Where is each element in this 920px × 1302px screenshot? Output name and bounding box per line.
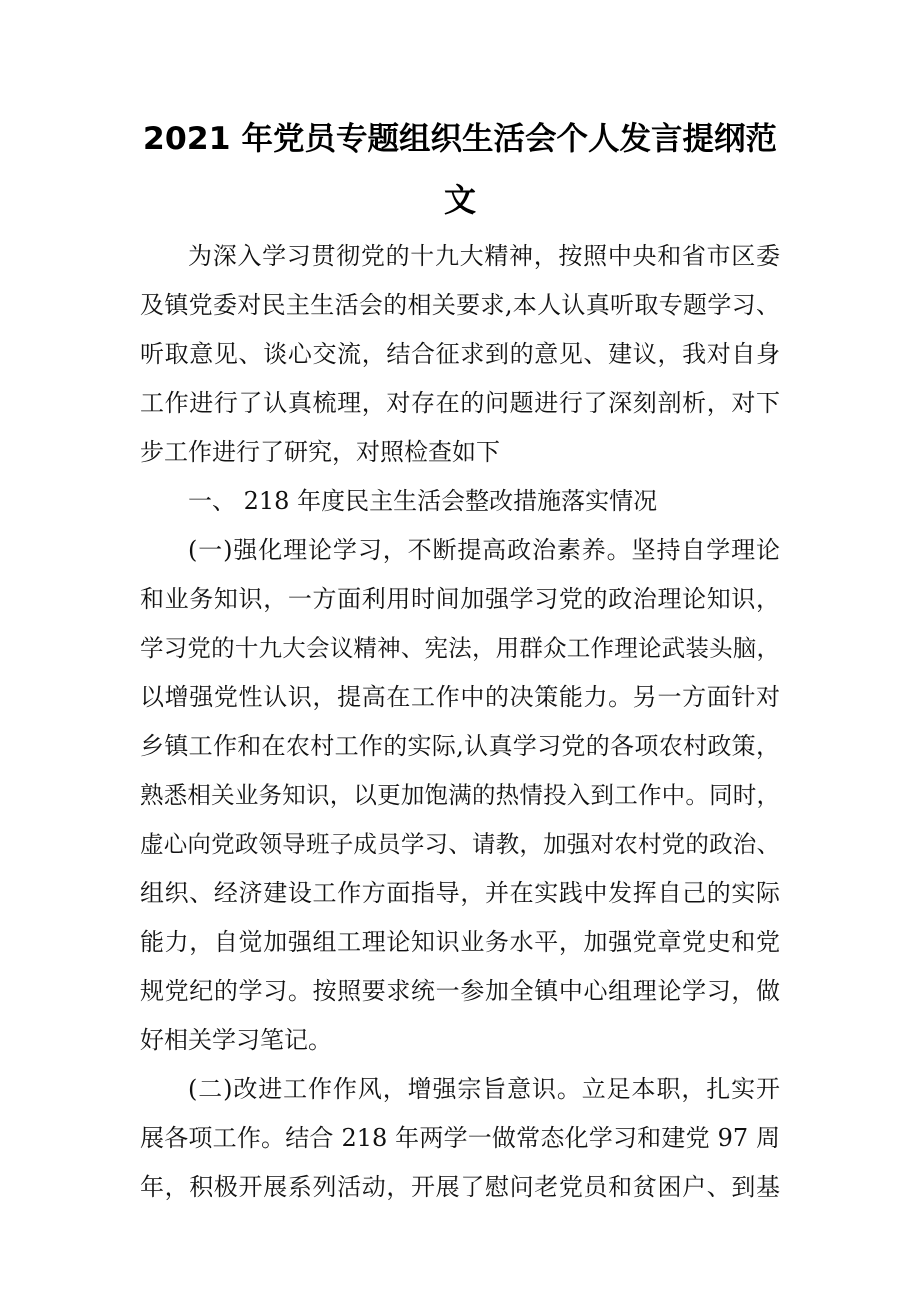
paragraph-line: 虚心向党政领导班子成员学习、请教，加强对农村党的政治、 — [140, 830, 780, 858]
paragraph-line: 和业务知识，一方面利用时间加强学习党的政治理论知识， — [140, 585, 780, 613]
paragraph-line: (一)强化理论学习，不断提高政治素养。坚持自学理论 — [188, 536, 780, 564]
paragraph-line: 组织、经济建设工作方面指导，并在实践中发挥自己的实际 — [140, 879, 780, 907]
paragraph-line: 工作进行了认真梳理，对存在的问题进行了深刻剖析，对下 — [140, 389, 780, 417]
paragraph-line: 好相关学习笔记。 — [140, 1026, 332, 1054]
paragraph-line: 听取意见、谈心交流，结合征求到的意见、建议，我对自身 — [140, 340, 780, 368]
section-heading: 一、 218 年度民主生活会整改措施落实情况 — [188, 487, 658, 515]
paragraph-line: 展各项工作。结合 218 年两学一做常态化学习和建党 97 周 — [140, 1124, 780, 1152]
paragraph-line: 规党纪的学习。按照要求统一参加全镇中心组理论学习，做 — [140, 977, 780, 1005]
paragraph-line: 年，积极开展系列活动，开展了慰问老党员和贫困户、到基 — [140, 1173, 780, 1201]
paragraph-line: 学习党的十九大会议精神、宪法，用群众工作理论武装头脑， — [140, 634, 780, 662]
paragraph-line: 能力，自觉加强组工理论知识业务水平，加强党章党史和党 — [140, 928, 780, 956]
paragraph-line: 乡镇工作和在农村工作的实际,认真学习党的各项农村政策， — [140, 732, 780, 760]
paragraph-line: 为深入学习贯彻党的十九大精神，按照中央和省市区委 — [188, 242, 780, 270]
document-title-continued: 文 — [443, 181, 476, 219]
paragraph-line: 以增强党性认识，提高在工作中的决策能力。另一方面针对 — [140, 683, 780, 711]
paragraph-line: (二)改进工作作风，增强宗旨意识。立足本职，扎实开 — [188, 1075, 780, 1103]
paragraph-line: 及镇党委对民主生活会的相关要求,本人认真听取专题学习、 — [140, 291, 780, 319]
document-title: 2021 年党员专题组织生活会个人发言提纲范 — [142, 121, 778, 157]
paragraph-line: 步工作进行了研究，对照检查如下 — [140, 438, 500, 466]
paragraph-line: 熟悉相关业务知识，以更加饱满的热情投入到工作中。同时， — [140, 781, 780, 809]
